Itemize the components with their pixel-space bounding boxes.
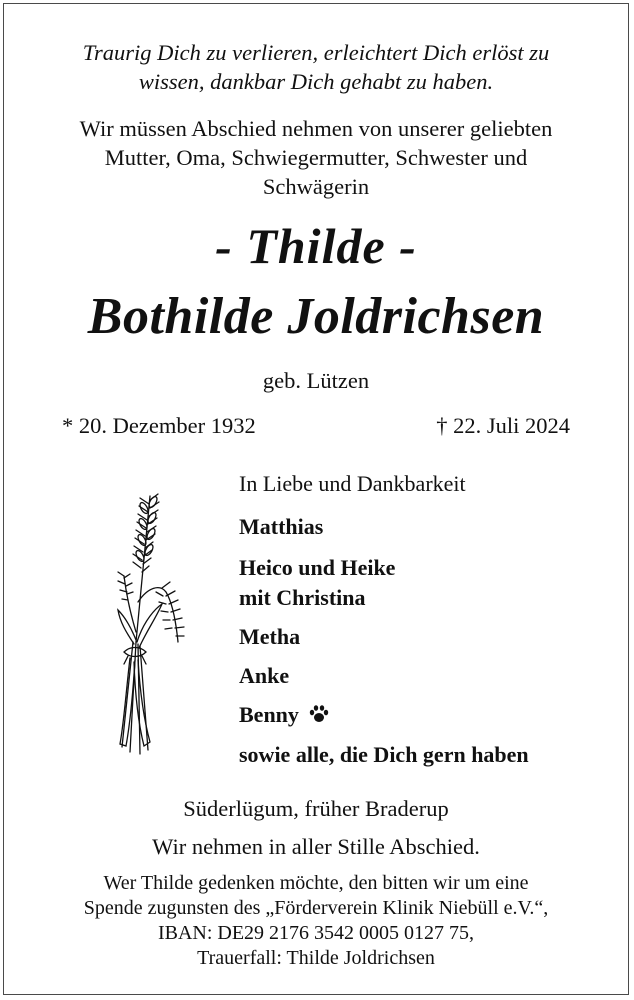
donation-line: IBAN: DE29 2176 3542 0005 0127 75, xyxy=(157,922,475,944)
mourner-name: Metha xyxy=(239,624,301,649)
opening-quote xyxy=(4,38,628,96)
announcement-line: Mutter, Oma, Schwiegermutter, Schwester und xyxy=(104,145,528,170)
mourner-name: sowie alle, die Dich gern haben xyxy=(239,742,529,767)
maiden-name: geb. Lützen xyxy=(262,368,370,393)
nickname-heading: - Thilde - xyxy=(215,218,417,274)
obituary-notice xyxy=(3,3,629,995)
quote-line: wissen, dankbar Dich gehabt zu haben. xyxy=(138,69,494,94)
wheat-ears-icon xyxy=(100,492,186,764)
birth-date: * 20. Dezember 1932 xyxy=(62,413,256,438)
paw-icon xyxy=(308,704,330,724)
announcement-line: Schwägerin xyxy=(262,174,370,199)
pet-name: Benny xyxy=(239,702,299,727)
donation-note xyxy=(4,871,628,971)
announcement-line: Wir müssen Abschied nehmen von unserer geliebten xyxy=(79,116,553,141)
donation-line: Spende zugunsten des „Förderverein Klinik Niebüll e.V.“, xyxy=(83,897,549,919)
death-date: † 22. Juli 2024 xyxy=(436,413,570,438)
mourner-name: mit Christina xyxy=(239,585,366,610)
quote-line: Traurig Dich zu verlieren, erleichtert Dich erlöst zu xyxy=(82,40,550,65)
announcement-text xyxy=(4,114,628,201)
mourners-heading: In Liebe und Dankbarkeit xyxy=(239,471,466,496)
donation-line: Trauerfall: Thilde Joldrichsen xyxy=(197,947,435,969)
donation-line: Wer Thilde gedenken möchte, den bitten wir um eine xyxy=(103,872,529,894)
mourner-name-pet xyxy=(239,700,330,730)
mourner-name: Matthias xyxy=(239,514,324,539)
mourner-name: Anke xyxy=(239,663,290,688)
location: Süderlügum, früher Braderup xyxy=(183,796,449,821)
full-name-heading: Bothilde Joldrichsen xyxy=(87,288,545,345)
silent-farewell-note: Wir nehmen in aller Stille Abschied. xyxy=(152,834,480,859)
mourner-name: Heico und Heike xyxy=(239,555,396,580)
